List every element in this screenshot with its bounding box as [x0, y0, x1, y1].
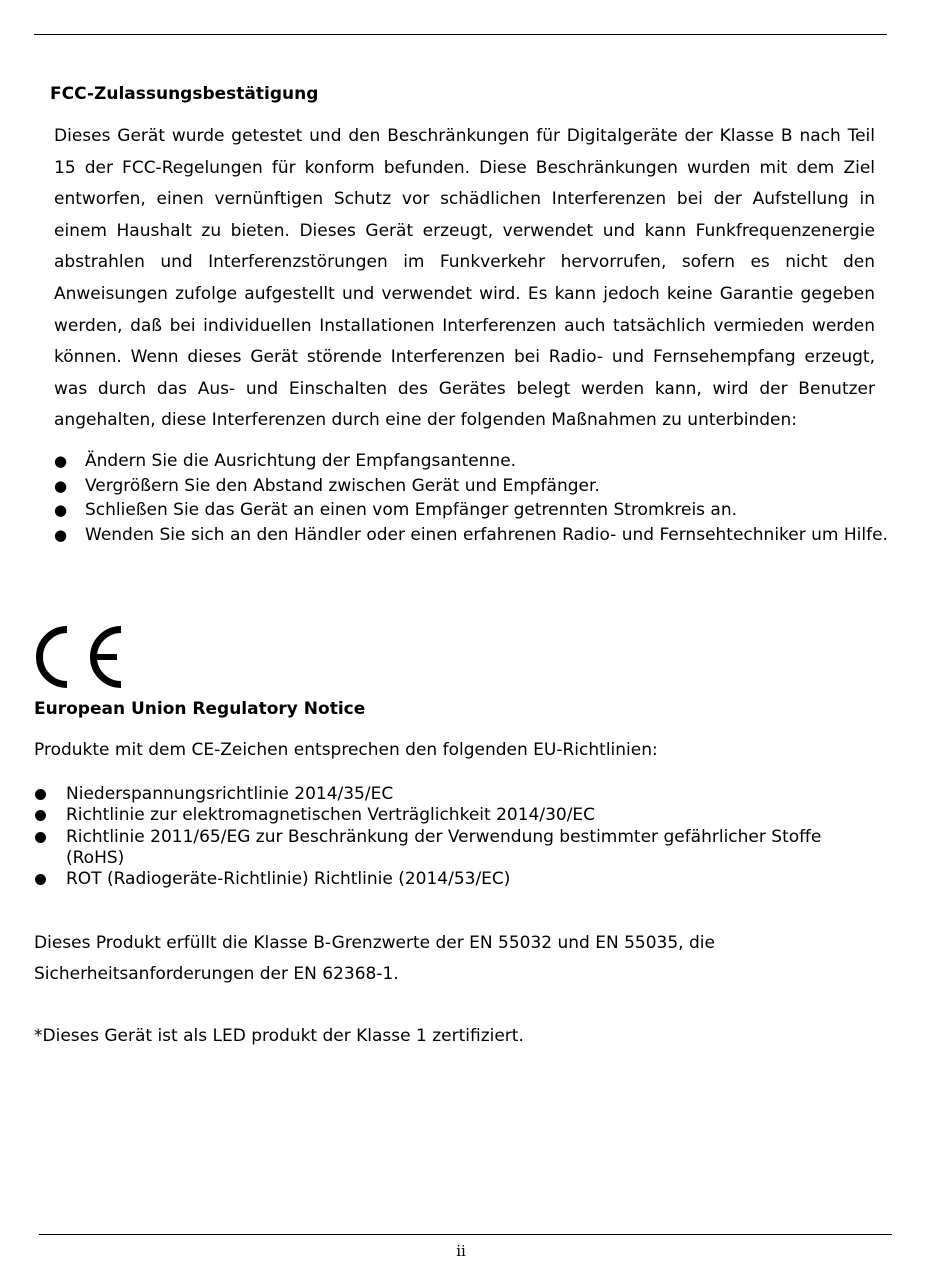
- page-number: ii: [456, 1242, 466, 1260]
- bullet-icon: [35, 789, 46, 800]
- bullet-icon: ●: [54, 501, 68, 520]
- bullet-icon: ●: [54, 476, 68, 495]
- bullet-icon: ●: [54, 452, 68, 470]
- fcc-body-paragraph: Dieses Gerät wurde getestet und den Beschränkungen für Digitalgeräte der Klasse B nach Teil 15 der FCC-Regelungen für konform befunden. Diese Beschränkungen wurden mit dem Ziel entworfen, einen vernünftigen Schutz vor schädlichen Interferenzen bei der Aufstellung in einem Haushalt zu bieten. Dieses Gerät erzeugt, verwendet und kann Funkfrequenzenergie abstrahlen und Interferenzstörungen im Funkverkehr hervorrufen, sofern es nicht den Anweisungen zufolge aufgestellt und verwendet wird. Es kann jedoch keine Garantie gegeben werden, daß bei individuellen Installationen Interferenzen auch tatsächlich vermieden werden können. Wenn dieses Gerät störende Interferenzen bei Radio- und Fernsehempfang erzeugt, was durch das Aus- und Einschalten des Gerätes belegt werden kann, wird der Benutzer angehalten, diese Interferenzen durch eine der folgenden Maßnahmen zu unterbinden:: [54, 126, 875, 431]
- eu-directive-item: [34, 784, 874, 805]
- footer-rule: [39, 1234, 892, 1235]
- fcc-measure-text: Wenden Sie sich an den Händler oder einen erfahrenen Radio- und Fernsehtechniker um Hilfe.: [85, 524, 888, 545]
- eu-directive-item: [34, 869, 874, 890]
- bullet-icon: [35, 810, 46, 821]
- eu-directive-item: [34, 805, 874, 826]
- header-rule: [34, 34, 887, 35]
- product-compliance-statement: [34, 928, 894, 990]
- ce-mark-icon: [33, 625, 123, 689]
- fcc-heading: FCC-Zulassungsbestätigung: [50, 84, 319, 104]
- fcc-measure-item: [54, 523, 934, 548]
- bullet-icon: [35, 874, 46, 885]
- eu-directive-text: Richtlinie zur elektromagnetischen Verträglichkeit 2014/30/EC: [66, 805, 596, 826]
- product-statement-line: Sicherheitsanforderungen der EN 62368-1.: [34, 964, 399, 984]
- fcc-measure-item: [54, 449, 934, 474]
- led-class-note: *Dieses Gerät ist als LED produkt der Klasse 1 zertifiziert.: [34, 1026, 524, 1046]
- eu-directive-text: Richtlinie 2011/65/EG zur Beschränkung der Verwendung bestimmter gefährlicher Stoffe (RoHS): [66, 826, 822, 868]
- eu-directives-list: [34, 784, 874, 890]
- eu-directive-text: ROT (Radiogeräte-Richtlinie) Richtlinie (2014/53/EC): [66, 869, 511, 890]
- eu-directive-item: [34, 827, 874, 870]
- eu-directive-text: Niederspannungsrichtlinie 2014/35/EC: [66, 784, 394, 804]
- fcc-measure-item: [54, 498, 934, 523]
- eu-heading: European Union Regulatory Notice: [34, 699, 366, 719]
- product-statement-line: Dieses Produkt erfüllt die Klasse B-Grenzwerte der EN 55032 und EN 55035, die: [34, 933, 715, 953]
- fcc-measure-text: Ändern Sie die Ausrichtung der Empfangsantenne.: [85, 451, 517, 471]
- eu-intro-text: Produkte mit dem CE-Zeichen entsprechen den folgenden EU-Richtlinien:: [34, 740, 658, 760]
- fcc-measure-text: Vergrößern Sie den Abstand zwischen Gerät und Empfänger.: [85, 475, 600, 496]
- bullet-icon: ●: [54, 525, 68, 544]
- fcc-measures-list: [54, 449, 934, 547]
- bullet-icon: [35, 832, 46, 843]
- fcc-measure-item: [54, 474, 934, 499]
- fcc-measure-text: Schließen Sie das Gerät an einen vom Empfänger getrennten Stromkreis an.: [85, 500, 738, 521]
